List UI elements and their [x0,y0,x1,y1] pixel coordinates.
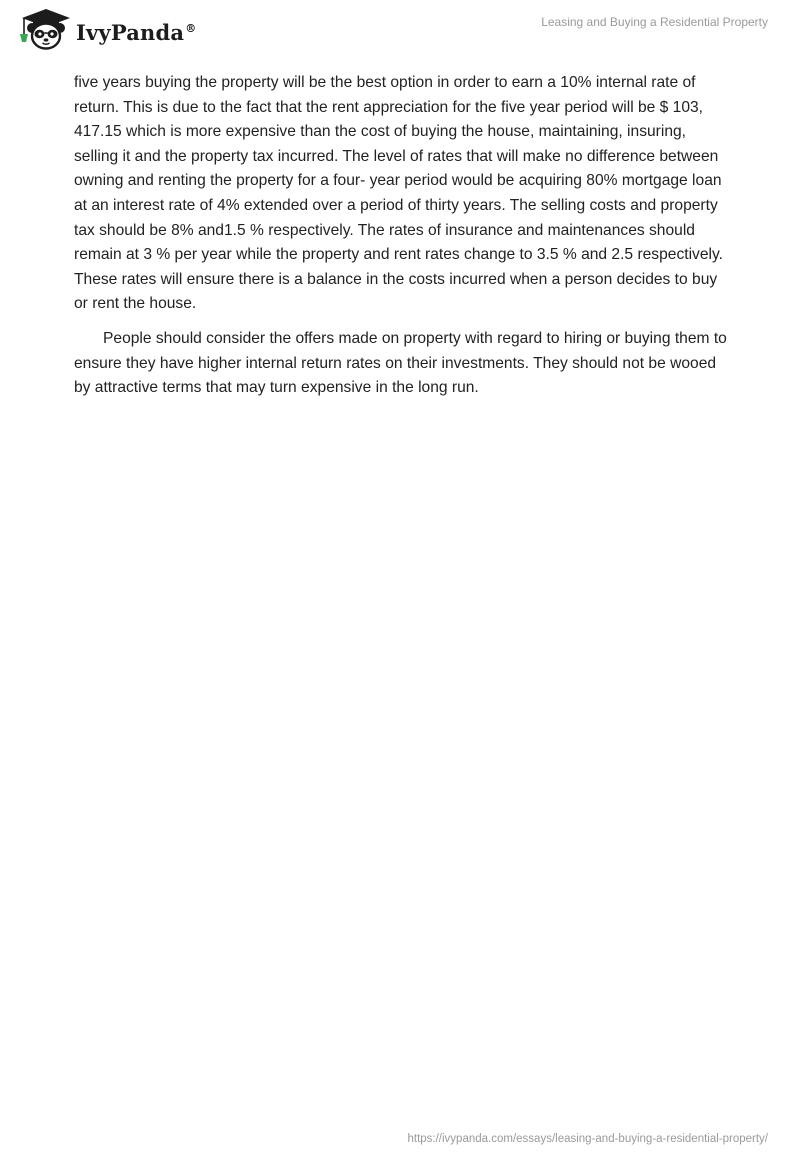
panda-graduation-cap-icon [16,8,74,50]
source-url[interactable]: https://ivypanda.com/essays/leasing-and-buying-a-residential-property/ [407,1133,768,1145]
paragraph: People should consider the offers made on property with regard to hiring or buying them to ensure they have higher internal return rates on their investments. They should not be wooed by attractive terms that may turn expensive in the long run. [74,329,727,397]
logo-name: IvyPanda [76,19,185,45]
ivypanda-logo[interactable] [16,8,196,50]
essay-body [74,71,730,401]
registered-mark: ® [185,21,197,35]
document-title: Leasing and Buying a Residential Property [541,15,768,29]
logo-wordmark [76,20,196,45]
paragraph: five years buying the property will be the best option in order to earn a 10% internal rate of return. This is due to the fact that the rent appreciation for the five year period will be $ 103, 417.15 which is more expensive than the cost of buying the house, maintaining, insuring, selling it and the property tax incurred. The level of rates that will make no difference between owning and renting the property for a four- year period would be acquiring 80% mortgage loan at an interest rate of 4% extended over a period of thirty years. The selling costs and property tax should be 8% and1.5 % respectively. The rates of insurance and maintenances should remain at 3 % per year while the property and rent rates change to 3.5 % and 2.5 respectively. These rates will ensure there is a balance in the costs incurred when a person decides to buy or rent the house. [74,74,723,313]
page-header [0,0,800,60]
